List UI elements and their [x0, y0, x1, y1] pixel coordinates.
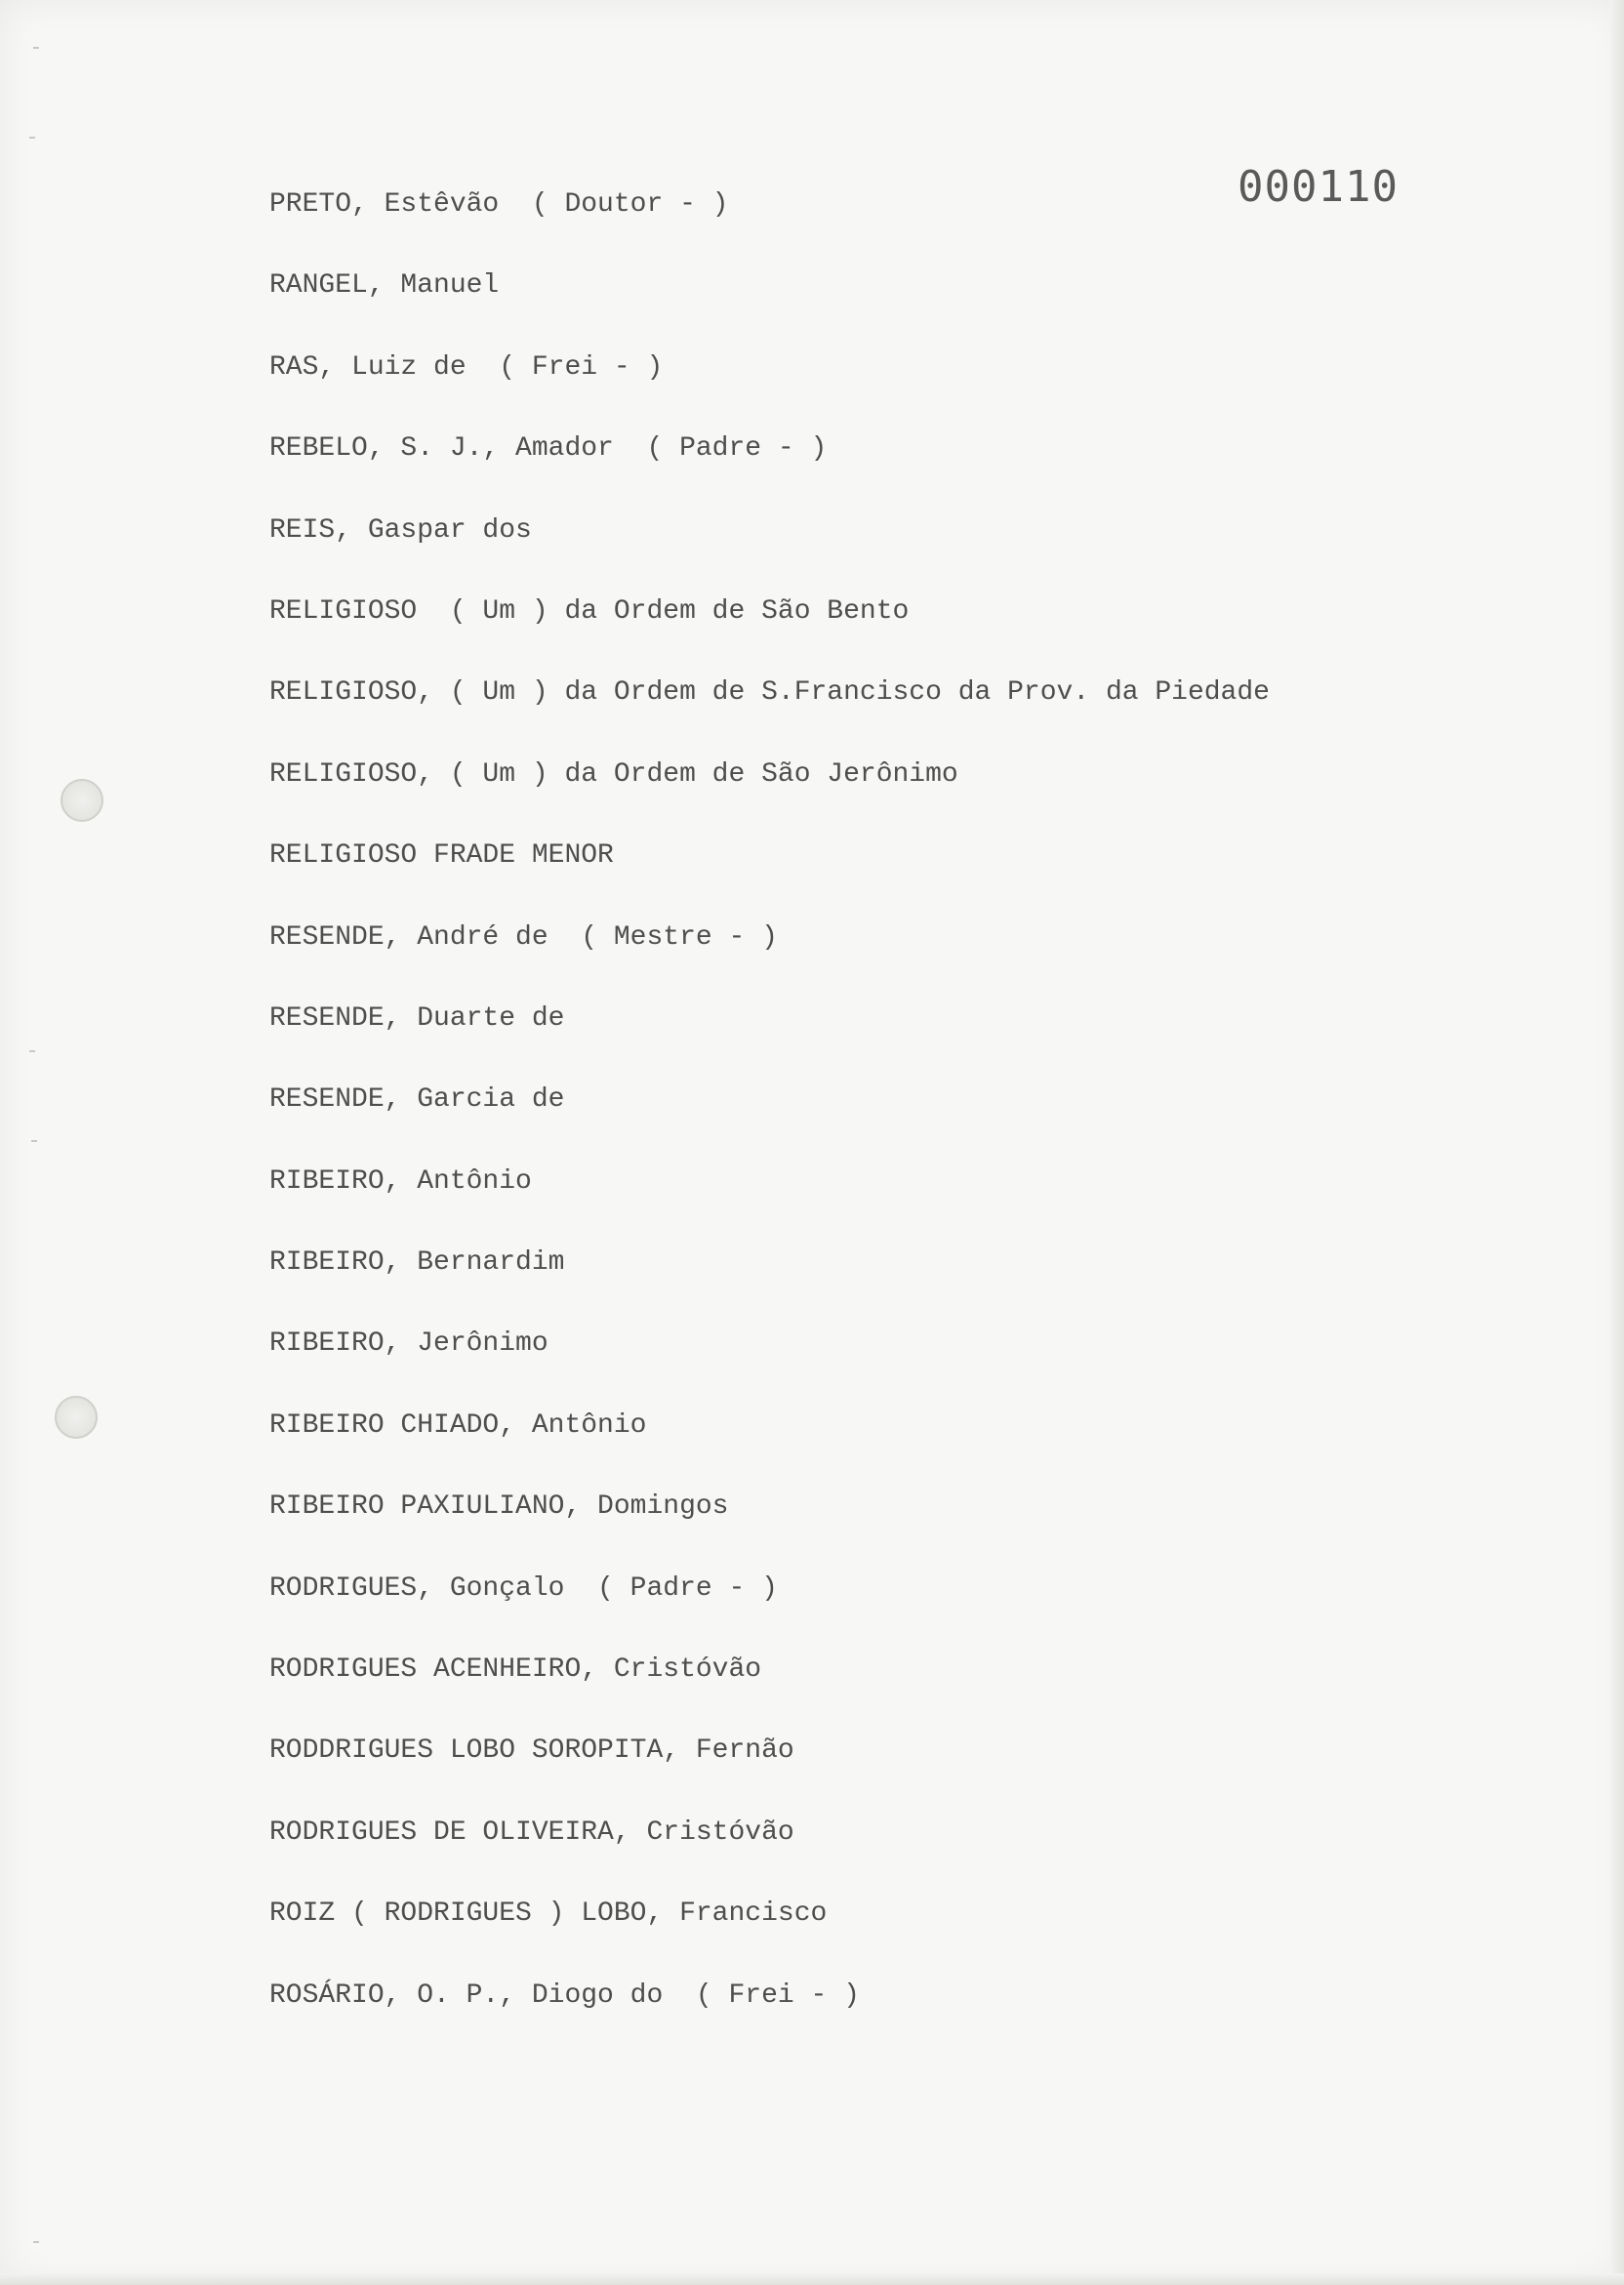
index-entry: RESENDE, Duarte de: [269, 1002, 565, 1034]
index-list: [269, 184, 1270, 2056]
index-entry: RODRIGUES DE OLIVEIRA, Cristóvão: [269, 1816, 794, 1848]
punch-hole: [61, 779, 103, 822]
index-entry: RODRIGUES, Gonçalo ( Padre - ): [269, 1572, 778, 1604]
index-entry: RELIGIOSO, ( Um ) da Ordem de São Jerônimo: [269, 758, 958, 790]
paper-speck: [33, 2241, 39, 2243]
index-entry: PRETO, Estêvão ( Doutor - ): [269, 189, 729, 220]
paper-speck: [33, 47, 39, 49]
index-entry: RESENDE, André de ( Mestre - ): [269, 921, 778, 953]
page-edge-bottom: [0, 2273, 1624, 2285]
index-entry: RIBEIRO PAXIULIANO, Domingos: [269, 1491, 729, 1523]
index-entry: REBELO, S. J., Amador ( Padre - ): [269, 433, 828, 465]
index-entry: RIBEIRO, Jerônimo: [269, 1328, 548, 1360]
index-entry: ROSÁRIO, O. P., Diogo do ( Frei - ): [269, 1979, 860, 2011]
page-number: 000110: [1238, 162, 1399, 212]
index-entry: RODDRIGUES LOBO SOROPITA, Fernão: [269, 1735, 794, 1767]
index-entry: RELIGIOSO FRADE MENOR: [269, 840, 614, 872]
index-entry: RESENDE, Garcia de: [269, 1084, 565, 1116]
index-entry: RANGEL, Manuel: [269, 270, 500, 302]
index-entry: RELIGIOSO ( Um ) da Ordem de São Bento: [269, 595, 910, 627]
index-entry: ROIZ ( RODRIGUES ) LOBO, Francisco: [269, 1898, 828, 1930]
paper-speck: [31, 1140, 37, 1142]
index-entry: RELIGIOSO, ( Um ) da Ordem de S.Francisco da Prov. da Piedade: [269, 677, 1270, 709]
index-entry: RIBEIRO, Bernardim: [269, 1247, 565, 1279]
index-entry: RODRIGUES ACENHEIRO, Cristóvão: [269, 1654, 762, 1686]
index-entry: RIBEIRO CHIADO, Antônio: [269, 1409, 647, 1441]
punch-hole: [55, 1396, 98, 1439]
index-entry: RIBEIRO, Antônio: [269, 1165, 532, 1197]
paper-speck: [29, 137, 35, 139]
index-entry: REIS, Gaspar dos: [269, 514, 532, 546]
paper-speck: [29, 1050, 35, 1052]
page-edge-right: [1610, 0, 1624, 2285]
index-entry: RAS, Luiz de ( Frei - ): [269, 351, 664, 383]
